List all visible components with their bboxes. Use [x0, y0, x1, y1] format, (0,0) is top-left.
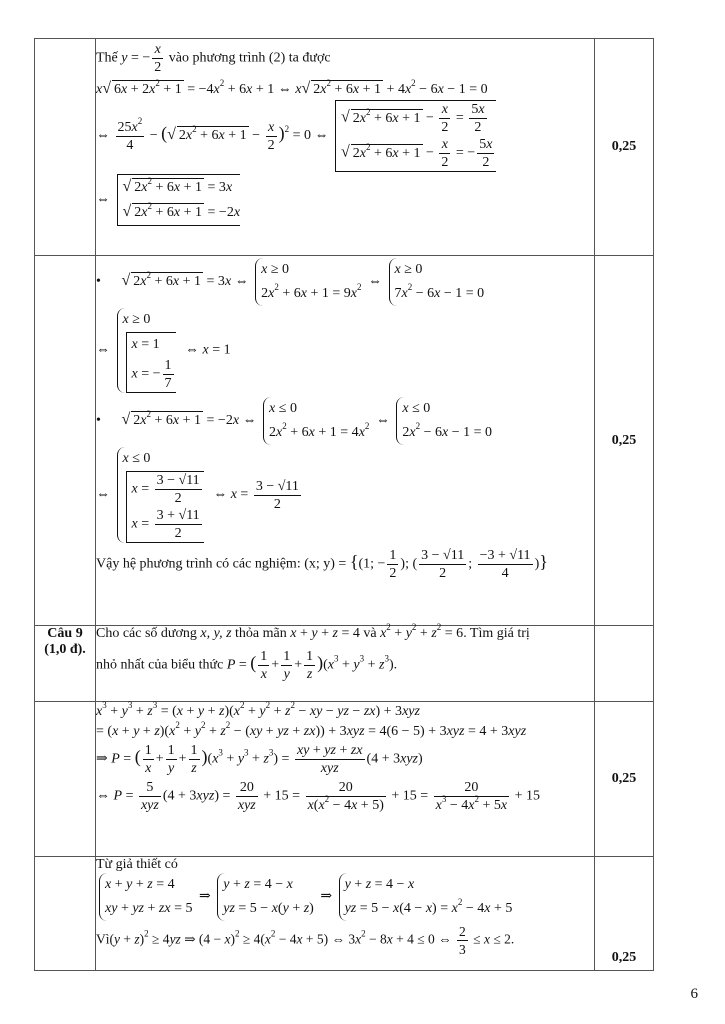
problem-statement: Cho các số dương x, y, z thỏa mãn x + y + z = 4 và $x^2 + y^2 + z^2 = 6$. Tìm giá trị nhỏ nhất của biểu thức P = ( $\frac{1}{x}$ + $\frac{1}{y}$ + $\frac{1}{z}$ )$(x^3 + y^3 + z^3)$.: [96, 626, 595, 702]
subst-prefix: Thế: [96, 50, 118, 66]
score-cell-empty: [595, 626, 654, 702]
question-cell-empty: [35, 39, 96, 256]
question-label-cell: [35, 626, 96, 702]
question-points: (1,0 đ).: [44, 642, 86, 657]
score-cell: 0,25: [595, 702, 654, 857]
problem-text-5: nhỏ nhất của biểu thức: [96, 657, 224, 673]
bullet-icon: •: [96, 413, 101, 429]
problem-text-1: Cho các số dương: [96, 626, 197, 641]
question-label: Câu 9: [47, 626, 83, 641]
problem-text-4: . Tìm giá trị: [463, 626, 530, 641]
bullet-icon: •: [96, 274, 101, 290]
from-hyp-text: Từ giả thiết có: [96, 857, 178, 872]
step-identity: $x^3 + y^3 + z^3 = (x + y + z)(x^2 + y^2 + z^2$ − xy − yz − zx) + 3xyz = $(x + y + z)(x^2 + y^2 + z^2 - (xy$ + yz + zx)) + 3xyz = 4(6 − 5) + 3xyz = 4 + 3xyz ⇒ P = ( $\frac{1}{x}$ + $\frac{1}{y}$ + $\frac{1}{z}$ )$(x^3 + y^3 + z^3)$ = $\frac{xy + yz + zx}{\text{xyz}}$ (4 + 3xyz) ⇔ P = $\frac{5}{\text{xyz}}$ (4 + 3xyz) = $\frac{20}{\text{xyz}}$ + 15 = $\frac{20}{x(x^2 - 4x + 5)}$ + 15 = $\frac{20}{x^3 - 4x^2 + 5x}$ + 15: [96, 702, 595, 857]
step-cases: • √ $2x^2 + 6x + 1 = 3x$ ⇔ x ≥ 0 $2x^2 + 6x + 1 = 9x^2$ ⇔ x ≥ 0 $7x^2 - 6x - 1 = 0$ ⇔ x ≥ 0 x = 1 x = − $\frac{1}{7}$ ⇔ x = 1 • √ $2x^2 + 6x + 1 = -2x$ ⇔ x ≤ 0 $2x^2 + 6x + 1 = 4x^2$ ⇔ x ≤ 0 $2x^2 - 6x - 1 = 0$ ⇔ x ≤ 0 x = $\frac{3 - √11}{2}$ x = $\frac{3 + √11}{2}$ ⇔ x = $\frac{3 - √11}{2}$ Vậy hệ phương trình có các nghiệm: (x; y) = {(1; − $\frac{1}{2}$ ); ( $\frac{3 - √11}{2}$ ; $\frac{-3 + √11}{4}$ )}: [96, 256, 595, 626]
score-cell: 0,25: [595, 256, 654, 626]
step-hypothesis: Từ giả thiết có x + y + z = 4 xy + yz + zx = 5 ⇒ y + z = 4 − x yz = 5 − x(y + z) ⇒ y + z = 4 − x yz = $5 - x(4 - x) = x^2 - 4x + 5$ Vì(y + z)$^2$ ≥ 4yz ⇒ $(4 - x)^2 \ge 4(x^2 - 4x + 5)$ ⇔ $3x^2 - 8x + 4 \le 0$ ⇔ $\frac{2}{3}$ ≤ x ≤ 2.: [96, 857, 595, 971]
score-cell: 0,25: [595, 39, 654, 256]
question-cell-empty: [35, 857, 96, 971]
solution-table: [34, 38, 654, 971]
page-number: 6: [690, 986, 698, 1002]
question-cell-empty: [35, 256, 96, 626]
since-text: Vì: [96, 931, 110, 947]
conclusion-text: Vậy hệ phương trình có các nghiệm: (x; y) =: [96, 556, 347, 572]
step-substitution: Thế y = − $\frac{x}{2}$ vào phương trình (2) ta được x√ $6x + 2x^2 + 1 = -4x^2 + 6x + 1$ ⇔ x√ $2x^2 + 6x + 1 + 4x^2 - 6x - 1 = 0$ ⇔ $\frac{25x^2}{4}$ − (√ $2x^2 + 6x + 1$ − $\frac{x}{2}$ )$^2$ = 0 ⇔ √ $2x^2 + 6x + 1$ − $\frac{x}{2}$ = $\frac{5x}{2}$ √ $2x^2 + 6x + 1$ − $\frac{x}{2}$ = − $\frac{5x}{2}$ ⇔ √ $2x^2 + 6x + 1 = 3x$ √ $2x^2 + 6x + 1 = -2x$: [96, 39, 595, 256]
problem-text-2: thỏa mãn: [235, 626, 287, 641]
question-cell-empty: [35, 702, 96, 857]
score-cell: 0,25: [595, 857, 654, 971]
problem-text-3: và: [363, 626, 377, 641]
subst-suffix: vào phương trình (2) ta được: [168, 50, 331, 66]
